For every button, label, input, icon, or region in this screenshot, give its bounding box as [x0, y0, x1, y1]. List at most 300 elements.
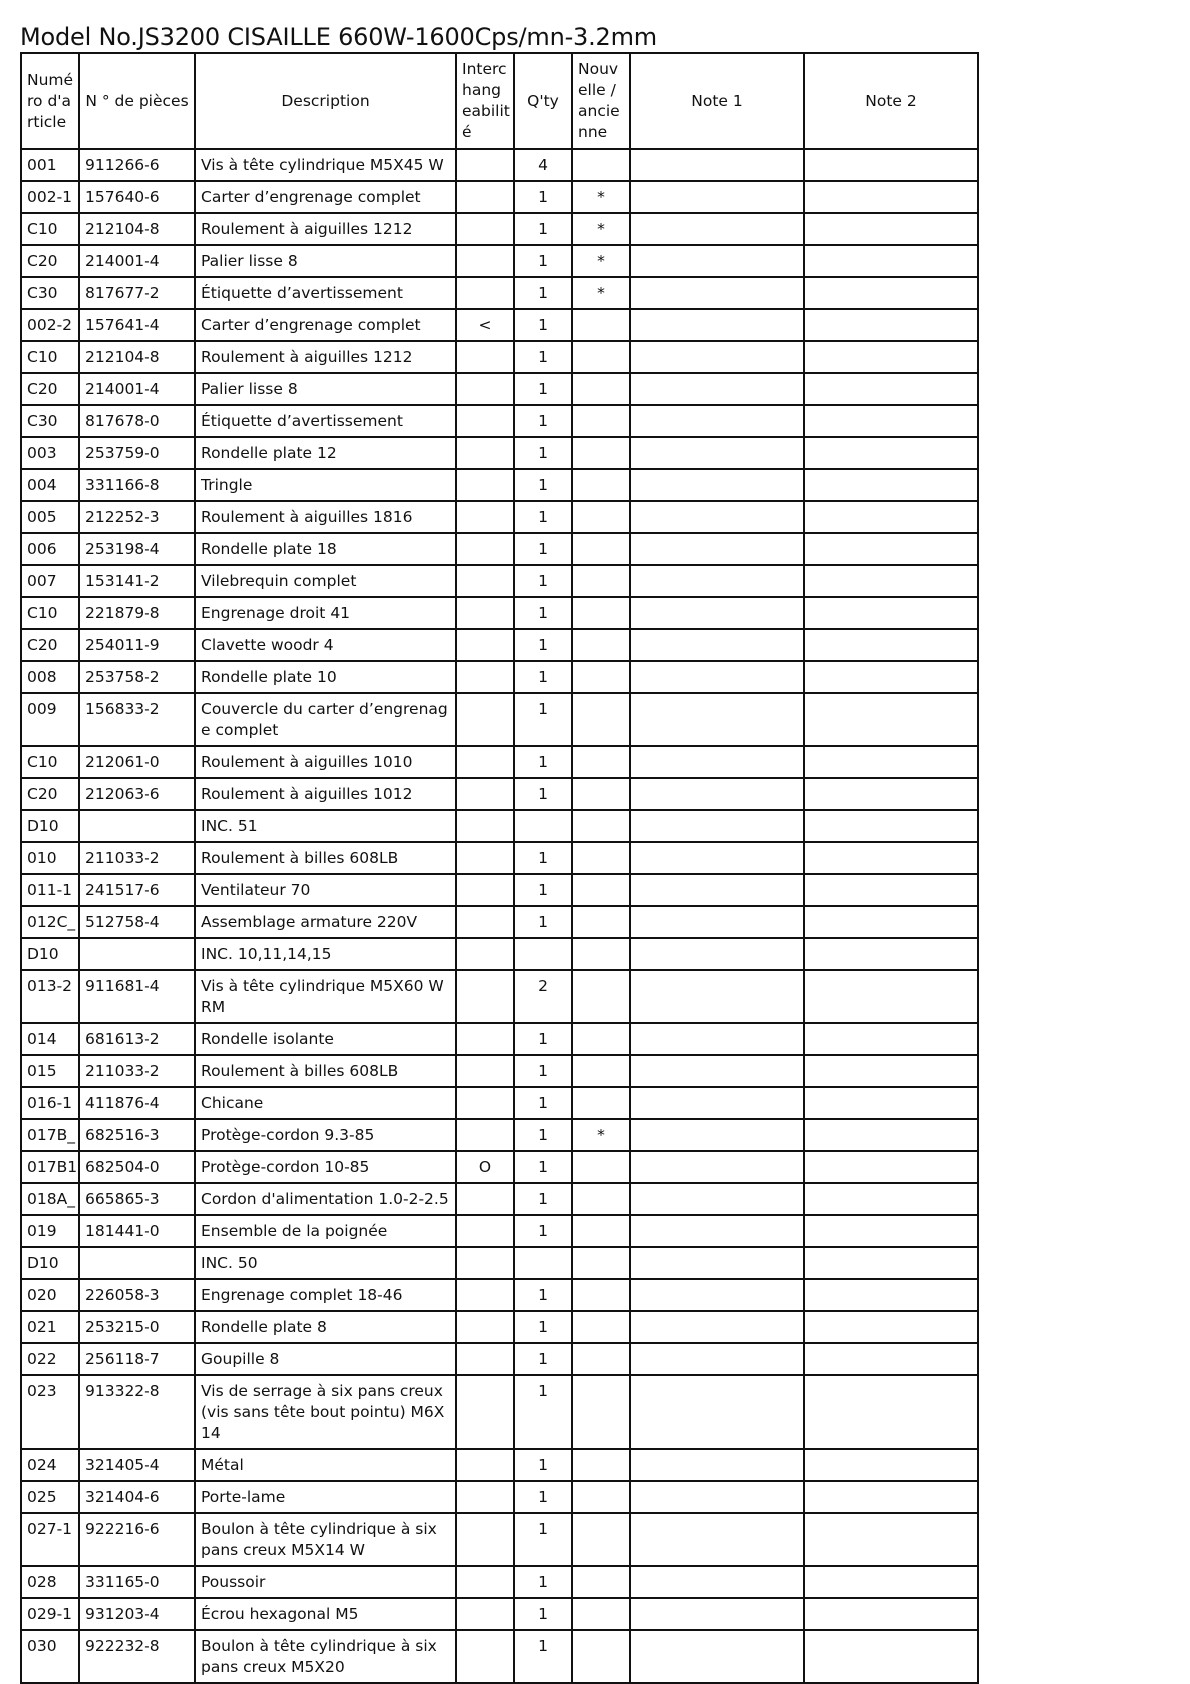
- cell-item-number: D10: [21, 938, 79, 970]
- cell-note-2: [804, 501, 978, 533]
- cell-note-1: [630, 245, 804, 277]
- cell-new-old: [572, 661, 630, 693]
- cell-description: Vis à tête cylindrique M5X60 WRM: [195, 970, 456, 1023]
- cell-note-2: [804, 1630, 978, 1683]
- cell-description: Rondelle plate 8: [195, 1311, 456, 1343]
- cell-new-old: [572, 693, 630, 746]
- cell-note-1: [630, 1343, 804, 1375]
- cell-note-1: [630, 778, 804, 810]
- cell-description: Roulement à aiguilles 1012: [195, 778, 456, 810]
- cell-description: Roulement à billes 608LB: [195, 1055, 456, 1087]
- cell-new-old: [572, 778, 630, 810]
- cell-part-number: 157640-6: [79, 181, 195, 213]
- cell-interchangeability: [456, 1119, 514, 1151]
- cell-part-number: 212104-8: [79, 341, 195, 373]
- cell-note-1: [630, 938, 804, 970]
- cell-new-old: [572, 810, 630, 842]
- table-row: [21, 149, 978, 181]
- table-row: [21, 277, 978, 309]
- cell-part-number: 253759-0: [79, 437, 195, 469]
- cell-interchangeability: [456, 1481, 514, 1513]
- cell-note-1: [630, 405, 804, 437]
- cell-description: Boulon à tête cylindrique à six pans creux M5X20: [195, 1630, 456, 1683]
- cell-interchangeability: [456, 1279, 514, 1311]
- cell-description: Rondelle plate 18: [195, 533, 456, 565]
- cell-interchangeability: [456, 533, 514, 565]
- cell-interchangeability: [456, 437, 514, 469]
- cell-note-2: [804, 181, 978, 213]
- cell-interchangeability: [456, 1311, 514, 1343]
- header-item-number: Numé ro d'a rticle: [21, 53, 79, 149]
- cell-interchangeability: [456, 810, 514, 842]
- cell-part-number: 221879-8: [79, 597, 195, 629]
- cell-new-old: [572, 1343, 630, 1375]
- cell-new-old: [572, 437, 630, 469]
- cell-description: Roulement à aiguilles 1816: [195, 501, 456, 533]
- cell-description: Chicane: [195, 1087, 456, 1119]
- page-title: Model No.JS3200 CISAILLE 660W-1600Cps/mn-3.2mm: [20, 23, 657, 51]
- cell-part-number: 156833-2: [79, 693, 195, 746]
- cell-note-2: [804, 1055, 978, 1087]
- cell-item-number: 007: [21, 565, 79, 597]
- cell-note-2: [804, 970, 978, 1023]
- cell-quantity: 1: [514, 1566, 572, 1598]
- cell-part-number: 411876-4: [79, 1087, 195, 1119]
- cell-part-number: 817677-2: [79, 277, 195, 309]
- cell-item-number: C30: [21, 405, 79, 437]
- cell-note-2: [804, 874, 978, 906]
- cell-quantity: 1: [514, 373, 572, 405]
- cell-quantity: 1: [514, 661, 572, 693]
- cell-note-2: [804, 810, 978, 842]
- cell-interchangeability: [456, 874, 514, 906]
- cell-note-1: [630, 597, 804, 629]
- cell-description: Boulon à tête cylindrique à six pans creux M5X14 W: [195, 1513, 456, 1566]
- table-row: [21, 1481, 978, 1513]
- cell-part-number: 254011-9: [79, 629, 195, 661]
- cell-interchangeability: [456, 1183, 514, 1215]
- cell-note-1: [630, 1481, 804, 1513]
- table-row: [21, 629, 978, 661]
- cell-note-2: [804, 1311, 978, 1343]
- cell-note-2: [804, 746, 978, 778]
- cell-quantity: 1: [514, 597, 572, 629]
- cell-description: Palier lisse 8: [195, 373, 456, 405]
- cell-note-2: [804, 341, 978, 373]
- cell-note-1: [630, 1449, 804, 1481]
- cell-note-1: [630, 181, 804, 213]
- table-row: [21, 1375, 978, 1449]
- cell-part-number: 253215-0: [79, 1311, 195, 1343]
- cell-description: Rondelle plate 10: [195, 661, 456, 693]
- cell-quantity: 1: [514, 501, 572, 533]
- cell-part-number: 212104-8: [79, 213, 195, 245]
- cell-description: Couvercle du carter d’engrenage complet: [195, 693, 456, 746]
- cell-quantity: 1: [514, 874, 572, 906]
- cell-new-old: [572, 906, 630, 938]
- table-row: [21, 1630, 978, 1683]
- cell-note-1: [630, 149, 804, 181]
- cell-new-old: [572, 1151, 630, 1183]
- cell-new-old: [572, 373, 630, 405]
- cell-item-number: C20: [21, 629, 79, 661]
- cell-part-number: 321404-6: [79, 1481, 195, 1513]
- cell-note-1: [630, 629, 804, 661]
- cell-note-1: [630, 1279, 804, 1311]
- cell-quantity: 1: [514, 469, 572, 501]
- table-row: [21, 938, 978, 970]
- table-row: [21, 597, 978, 629]
- cell-part-number: 331165-0: [79, 1566, 195, 1598]
- cell-part-number: 331166-8: [79, 469, 195, 501]
- cell-item-number: 001: [21, 149, 79, 181]
- cell-part-number: 682516-3: [79, 1119, 195, 1151]
- table-row: [21, 245, 978, 277]
- cell-interchangeability: [456, 405, 514, 437]
- cell-description: Métal: [195, 1449, 456, 1481]
- cell-interchangeability: [456, 1343, 514, 1375]
- cell-note-2: [804, 1023, 978, 1055]
- cell-description: Roulement à aiguilles 1010: [195, 746, 456, 778]
- cell-description: Ventilateur 70: [195, 874, 456, 906]
- cell-interchangeability: [456, 629, 514, 661]
- cell-quantity: 1: [514, 245, 572, 277]
- cell-new-old: [572, 501, 630, 533]
- cell-new-old: [572, 405, 630, 437]
- table-row: [21, 373, 978, 405]
- cell-new-old: [572, 1566, 630, 1598]
- cell-quantity: 1: [514, 1215, 572, 1247]
- cell-item-number: 003: [21, 437, 79, 469]
- cell-part-number: [79, 938, 195, 970]
- cell-item-number: 004: [21, 469, 79, 501]
- cell-quantity: 1: [514, 778, 572, 810]
- cell-item-number: 022: [21, 1343, 79, 1375]
- cell-quantity: 1: [514, 1023, 572, 1055]
- cell-part-number: 253758-2: [79, 661, 195, 693]
- cell-note-1: [630, 565, 804, 597]
- cell-part-number: 181441-0: [79, 1215, 195, 1247]
- cell-description: INC. 51: [195, 810, 456, 842]
- table-row: [21, 842, 978, 874]
- cell-quantity: 1: [514, 1630, 572, 1683]
- cell-item-number: 020: [21, 1279, 79, 1311]
- cell-note-2: [804, 1481, 978, 1513]
- cell-note-1: [630, 437, 804, 469]
- cell-quantity: 1: [514, 309, 572, 341]
- cell-interchangeability: [456, 1023, 514, 1055]
- cell-item-number: 014: [21, 1023, 79, 1055]
- cell-item-number: 013-2: [21, 970, 79, 1023]
- cell-item-number: 006: [21, 533, 79, 565]
- cell-item-number: 010: [21, 842, 79, 874]
- cell-quantity: 1: [514, 1183, 572, 1215]
- cell-interchangeability: [456, 1630, 514, 1683]
- cell-note-2: [804, 373, 978, 405]
- cell-note-2: [804, 1513, 978, 1566]
- cell-note-1: [630, 1119, 804, 1151]
- cell-interchangeability: <: [456, 309, 514, 341]
- cell-new-old: [572, 1311, 630, 1343]
- cell-interchangeability: [456, 1087, 514, 1119]
- cell-new-old: [572, 874, 630, 906]
- cell-new-old: [572, 1630, 630, 1683]
- cell-new-old: [572, 842, 630, 874]
- cell-item-number: C20: [21, 373, 79, 405]
- cell-description: Écrou hexagonal M5: [195, 1598, 456, 1630]
- cell-note-2: [804, 906, 978, 938]
- cell-quantity: 1: [514, 1311, 572, 1343]
- cell-interchangeability: [456, 373, 514, 405]
- cell-part-number: 214001-4: [79, 373, 195, 405]
- cell-description: Cordon d'alimentation 1.0-2-2.5: [195, 1183, 456, 1215]
- cell-new-old: [572, 341, 630, 373]
- cell-description: Palier lisse 8: [195, 245, 456, 277]
- cell-quantity: 1: [514, 1449, 572, 1481]
- cell-interchangeability: [456, 938, 514, 970]
- cell-quantity: 1: [514, 1481, 572, 1513]
- cell-note-2: [804, 245, 978, 277]
- table-row: [21, 1151, 978, 1183]
- table-row: [21, 1598, 978, 1630]
- cell-part-number: 157641-4: [79, 309, 195, 341]
- cell-note-2: [804, 533, 978, 565]
- header-quantity: Q'ty: [514, 53, 572, 149]
- cell-note-2: [804, 1151, 978, 1183]
- cell-note-1: [630, 309, 804, 341]
- cell-note-1: [630, 1087, 804, 1119]
- cell-new-old: [572, 1247, 630, 1279]
- header-note-2: Note 2: [804, 53, 978, 149]
- cell-note-2: [804, 1375, 978, 1449]
- cell-new-old: [572, 1513, 630, 1566]
- cell-note-1: [630, 906, 804, 938]
- cell-item-number: 030: [21, 1630, 79, 1683]
- cell-quantity: 1: [514, 181, 572, 213]
- cell-part-number: 153141-2: [79, 565, 195, 597]
- cell-note-1: [630, 1311, 804, 1343]
- cell-part-number: 253198-4: [79, 533, 195, 565]
- cell-part-number: 226058-3: [79, 1279, 195, 1311]
- cell-description: Clavette woodr 4: [195, 629, 456, 661]
- cell-quantity: 1: [514, 1343, 572, 1375]
- cell-item-number: 015: [21, 1055, 79, 1087]
- cell-new-old: [572, 1598, 630, 1630]
- cell-new-old: [572, 1087, 630, 1119]
- cell-note-1: [630, 1183, 804, 1215]
- cell-part-number: 512758-4: [79, 906, 195, 938]
- cell-quantity: 1: [514, 746, 572, 778]
- cell-item-number: 027-1: [21, 1513, 79, 1566]
- table-row: [21, 810, 978, 842]
- cell-part-number: 922232-8: [79, 1630, 195, 1683]
- cell-part-number: 212063-6: [79, 778, 195, 810]
- cell-description: Rondelle isolante: [195, 1023, 456, 1055]
- cell-part-number: 931203-4: [79, 1598, 195, 1630]
- cell-note-2: [804, 309, 978, 341]
- header-part-number: N ° de pièces: [79, 53, 195, 149]
- cell-note-1: [630, 1151, 804, 1183]
- cell-note-2: [804, 213, 978, 245]
- cell-new-old: [572, 565, 630, 597]
- cell-quantity: 1: [514, 565, 572, 597]
- cell-note-1: [630, 661, 804, 693]
- cell-new-old: [572, 746, 630, 778]
- cell-note-1: [630, 213, 804, 245]
- cell-interchangeability: [456, 661, 514, 693]
- cell-interchangeability: O: [456, 1151, 514, 1183]
- cell-quantity: 4: [514, 149, 572, 181]
- cell-part-number: 211033-2: [79, 1055, 195, 1087]
- cell-description: Roulement à aiguilles 1212: [195, 213, 456, 245]
- cell-new-old: [572, 309, 630, 341]
- cell-description: Engrenage droit 41: [195, 597, 456, 629]
- header-description: Description: [195, 53, 456, 149]
- cell-description: Rondelle plate 12: [195, 437, 456, 469]
- cell-interchangeability: [456, 1375, 514, 1449]
- cell-quantity: 1: [514, 1119, 572, 1151]
- cell-part-number: 682504-0: [79, 1151, 195, 1183]
- cell-note-2: [804, 1119, 978, 1151]
- cell-item-number: 009: [21, 693, 79, 746]
- cell-quantity: 1: [514, 405, 572, 437]
- cell-quantity: 1: [514, 1055, 572, 1087]
- cell-note-1: [630, 277, 804, 309]
- cell-interchangeability: [456, 778, 514, 810]
- cell-new-old: [572, 1279, 630, 1311]
- cell-note-2: [804, 565, 978, 597]
- table-row: [21, 661, 978, 693]
- cell-description: Carter d’engrenage complet: [195, 309, 456, 341]
- cell-note-1: [630, 1513, 804, 1566]
- cell-new-old: *: [572, 181, 630, 213]
- cell-interchangeability: [456, 970, 514, 1023]
- table-row: [21, 533, 978, 565]
- cell-quantity: 1: [514, 1087, 572, 1119]
- table-row: [21, 1343, 978, 1375]
- cell-item-number: C10: [21, 597, 79, 629]
- cell-description: Protège-cordon 10-85: [195, 1151, 456, 1183]
- cell-quantity: 1: [514, 277, 572, 309]
- cell-new-old: [572, 1055, 630, 1087]
- cell-part-number: 241517-6: [79, 874, 195, 906]
- cell-quantity: [514, 1247, 572, 1279]
- cell-quantity: 2: [514, 970, 572, 1023]
- cell-interchangeability: [456, 181, 514, 213]
- cell-interchangeability: [456, 1449, 514, 1481]
- cell-description: Assemblage armature 220V: [195, 906, 456, 938]
- cell-note-2: [804, 1566, 978, 1598]
- table-row: [21, 1087, 978, 1119]
- cell-interchangeability: [456, 149, 514, 181]
- cell-new-old: [572, 469, 630, 501]
- cell-part-number: 256118-7: [79, 1343, 195, 1375]
- table-row: [21, 693, 978, 746]
- cell-description: Protège-cordon 9.3-85: [195, 1119, 456, 1151]
- cell-interchangeability: [456, 277, 514, 309]
- cell-interchangeability: [456, 245, 514, 277]
- cell-part-number: 665865-3: [79, 1183, 195, 1215]
- cell-part-number: 913322-8: [79, 1375, 195, 1449]
- cell-new-old: [572, 1215, 630, 1247]
- table-row: [21, 501, 978, 533]
- cell-description: Étiquette d’avertissement: [195, 277, 456, 309]
- cell-note-2: [804, 277, 978, 309]
- table-row: [21, 1215, 978, 1247]
- cell-part-number: [79, 1247, 195, 1279]
- cell-part-number: 817678-0: [79, 405, 195, 437]
- cell-note-2: [804, 149, 978, 181]
- cell-item-number: 028: [21, 1566, 79, 1598]
- cell-item-number: 002-2: [21, 309, 79, 341]
- cell-interchangeability: [456, 597, 514, 629]
- cell-note-2: [804, 661, 978, 693]
- cell-note-2: [804, 1183, 978, 1215]
- cell-note-1: [630, 469, 804, 501]
- cell-item-number: 016-1: [21, 1087, 79, 1119]
- cell-note-1: [630, 533, 804, 565]
- cell-description: Goupille 8: [195, 1343, 456, 1375]
- table-row: [21, 970, 978, 1023]
- cell-note-2: [804, 1247, 978, 1279]
- cell-item-number: C10: [21, 213, 79, 245]
- cell-note-2: [804, 1598, 978, 1630]
- table-row: [21, 437, 978, 469]
- cell-interchangeability: [456, 1055, 514, 1087]
- cell-new-old: [572, 597, 630, 629]
- cell-interchangeability: [456, 1598, 514, 1630]
- cell-item-number: 011-1: [21, 874, 79, 906]
- cell-note-2: [804, 437, 978, 469]
- cell-note-2: [804, 1279, 978, 1311]
- table-row: [21, 906, 978, 938]
- cell-item-number: D10: [21, 1247, 79, 1279]
- cell-part-number: 911266-6: [79, 149, 195, 181]
- cell-interchangeability: [456, 1215, 514, 1247]
- cell-quantity: 1: [514, 213, 572, 245]
- cell-quantity: 1: [514, 842, 572, 874]
- cell-item-number: 023: [21, 1375, 79, 1449]
- cell-item-number: C20: [21, 245, 79, 277]
- cell-interchangeability: [456, 746, 514, 778]
- cell-item-number: 008: [21, 661, 79, 693]
- table-row: [21, 469, 978, 501]
- cell-item-number: 018A_: [21, 1183, 79, 1215]
- cell-interchangeability: [456, 1566, 514, 1598]
- cell-note-1: [630, 373, 804, 405]
- table-row: [21, 341, 978, 373]
- cell-interchangeability: [456, 341, 514, 373]
- cell-description: Vis à tête cylindrique M5X45 W: [195, 149, 456, 181]
- table-row: [21, 565, 978, 597]
- cell-note-1: [630, 1055, 804, 1087]
- cell-item-number: 029-1: [21, 1598, 79, 1630]
- cell-quantity: 1: [514, 1151, 572, 1183]
- cell-note-1: [630, 1375, 804, 1449]
- table-row: [21, 1183, 978, 1215]
- table-row: [21, 1279, 978, 1311]
- cell-interchangeability: [456, 1513, 514, 1566]
- cell-note-1: [630, 1247, 804, 1279]
- table-row: [21, 1449, 978, 1481]
- cell-interchangeability: [456, 906, 514, 938]
- cell-new-old: [572, 938, 630, 970]
- cell-part-number: 211033-2: [79, 842, 195, 874]
- parts-list-table: [20, 52, 979, 1684]
- cell-part-number: 212061-0: [79, 746, 195, 778]
- cell-description: Ensemble de la poignée: [195, 1215, 456, 1247]
- table-row: [21, 213, 978, 245]
